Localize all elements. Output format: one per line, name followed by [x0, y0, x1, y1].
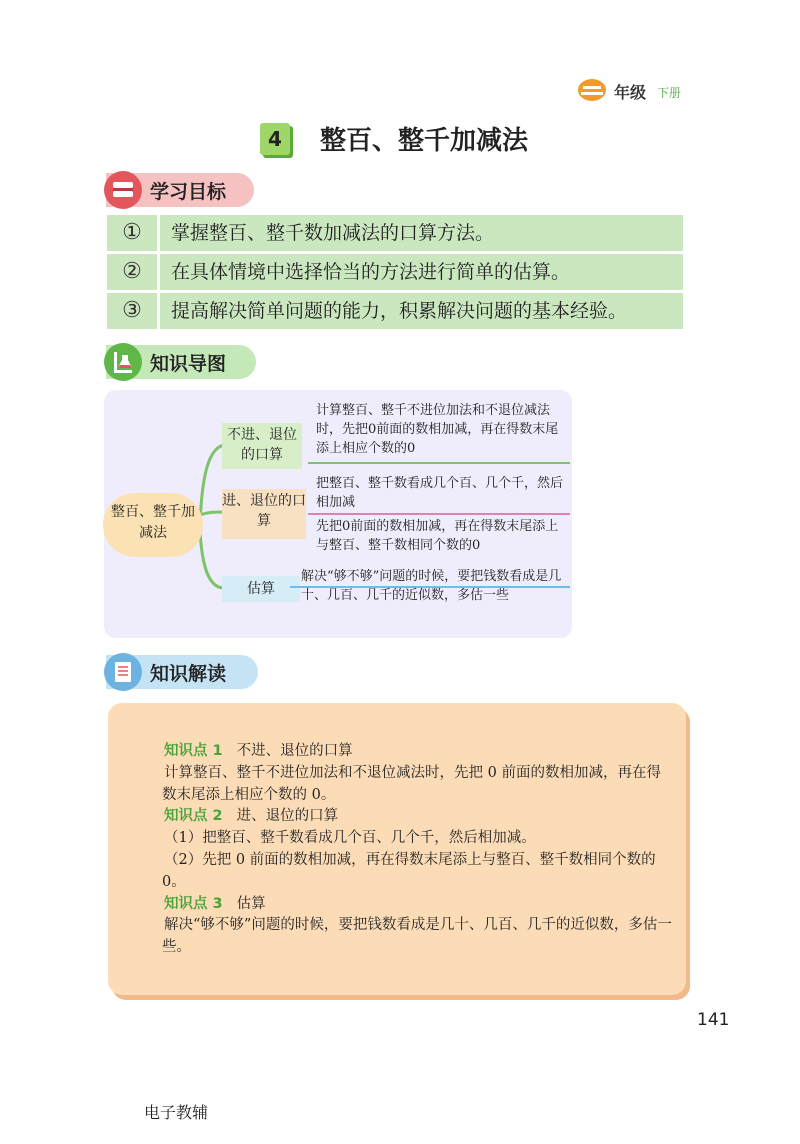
goal-text: 掌握整百、整千数加减法的口算方法。	[171, 222, 495, 244]
knowledge-point-tag: 知识点 2	[164, 808, 223, 825]
divider	[308, 513, 570, 515]
knowledge-point-tag: 知识点 1	[164, 743, 223, 759]
root-label: 整百、整千加减法	[111, 504, 195, 541]
knowledge-content	[162, 741, 672, 959]
grade-badge-icon	[577, 78, 607, 102]
notebook-icon	[104, 653, 142, 691]
knowledge-point-heading	[162, 806, 672, 828]
leaf-text: 先把0前面的数相加减，再在得数末尾添上与整百、整千数相同个数的0	[316, 519, 559, 553]
mind-map-root	[106, 496, 200, 554]
divider	[308, 462, 570, 464]
page-number: 141	[697, 1010, 730, 1030]
knowledge-point-heading	[162, 741, 672, 763]
goal-number: ③	[122, 298, 142, 323]
goal-row	[107, 254, 683, 290]
knowledge-point-title: 估算	[236, 895, 266, 912]
leaf-text: 解决“够不够”问题的时候，要把钱数看成是几十、几百、几千的近似数，多估一些	[301, 569, 562, 603]
section-title: 知识解读	[150, 663, 227, 685]
section-title: 知识导图	[150, 353, 227, 375]
divider	[157, 215, 160, 251]
knowledge-point-body: 计算整百、整千不进位加法和不退位减法时，先把 0 前面的数相加减，再在得数末尾添上相应个数的 0。	[162, 764, 661, 803]
flask-icon	[104, 343, 142, 381]
leaf-text: 把整百、整千数看成几个百、几个千，然后相加减	[316, 476, 564, 510]
knowledge-box	[108, 703, 686, 995]
section-header-reading	[106, 655, 258, 689]
knowledge-point-body: （1）把整百、整千数看成几个百、几个千，然后相加减。	[164, 830, 536, 847]
section-header-goals	[106, 173, 254, 207]
chapter-number: 4	[260, 123, 290, 155]
goal-text: 提高解决简单问题的能力，积累解决问题的基本经验。	[171, 300, 628, 322]
knowledge-point-body: 解决“够不够”问题的时候，要把钱数看成是几十、几百、几千的近似数，多估一些。	[162, 917, 672, 956]
leaf-text: 计算整百、整千不进位加法和不退位减法时，先把0前面的数相加减，再在得数末尾添上相应个数的0	[316, 403, 559, 456]
goal-number: ②	[122, 259, 142, 284]
divider	[157, 293, 160, 329]
volume-label: 下册	[657, 86, 682, 100]
goal-row	[107, 293, 683, 329]
knowledge-point-tag: 知识点 3	[164, 895, 223, 912]
branch-carry: 进、退位的口算	[222, 489, 306, 539]
divider	[157, 254, 160, 290]
knowledge-point-body: （2）先把 0 前面的数相加减，再在得数末尾添上与整百、整千数相同个数的 0。	[162, 851, 656, 890]
grade-label: 年级	[614, 83, 647, 102]
branch-no-carry: 不进、退位的口算	[222, 423, 302, 469]
books-icon	[104, 171, 142, 209]
chapter-title: 整百、整千加减法	[320, 126, 529, 156]
knowledge-point-heading	[162, 894, 672, 916]
goal-text: 在具体情境中选择恰当的方法进行简单的估算。	[171, 261, 571, 283]
section-title: 学习目标	[150, 181, 227, 203]
goal-row	[107, 215, 683, 251]
section-header-mindmap	[106, 345, 256, 379]
branch-estimate: 估算	[222, 576, 300, 602]
knowledge-point-title: 不进、退位的口算	[236, 743, 353, 759]
knowledge-point-title: 进、退位的口算	[236, 808, 339, 825]
goal-number: ①	[122, 220, 142, 245]
footer-label: 电子教辅	[144, 1103, 209, 1122]
